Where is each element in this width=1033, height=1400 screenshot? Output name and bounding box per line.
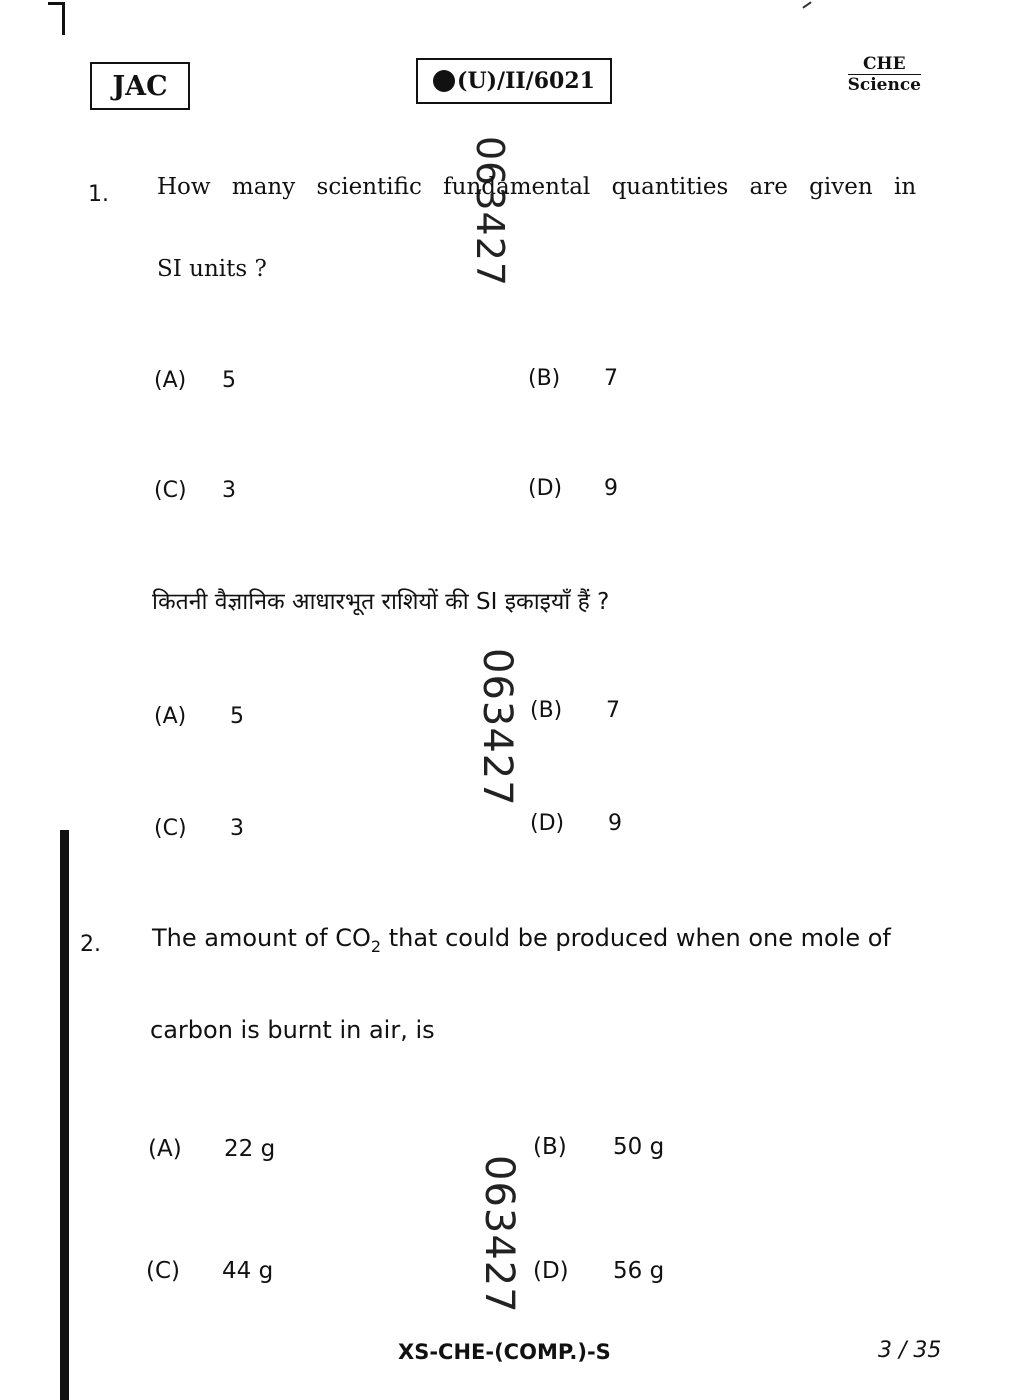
- question-text-line: [157, 174, 933, 200]
- corner-mark: [48, 2, 65, 35]
- option-d: (D) 56 g: [533, 1258, 665, 1284]
- page-number: 3 / 35: [878, 1338, 942, 1363]
- tick-mark: [802, 1, 811, 8]
- bullet-icon: [433, 70, 455, 92]
- paper-code-box: [416, 58, 612, 104]
- question-2-line-2: carbon is burnt in air, is: [150, 1016, 435, 1044]
- option-a: (A) 5: [154, 368, 236, 393]
- serial-number-stamp: 063427: [474, 648, 520, 807]
- question-1-line-2: SI units ?: [157, 256, 267, 282]
- option-c-hindi: (C) 3: [154, 816, 244, 841]
- question-2-line-1: The amount of $CO_2$ that could be produced when one mole of: [152, 924, 891, 956]
- option-d-hindi: (D) 9: [530, 811, 622, 836]
- option-b: (B) 7: [528, 366, 618, 391]
- question-1-hindi: कितनी वैज्ञानिक आधारभूत राशियों की SI इकाइयाँ हैं ?: [152, 589, 610, 615]
- serial-number-stamp: 063427: [468, 136, 512, 288]
- option-d: (D) 9: [528, 476, 618, 501]
- option-b-hindi: (B) 7: [530, 698, 620, 723]
- subject-label: [848, 54, 921, 95]
- question-number: 1.: [88, 182, 109, 207]
- board-label: JAC: [90, 62, 190, 110]
- option-a-hindi: (A) 5: [154, 704, 244, 729]
- option-c: (C) 44 g: [146, 1258, 274, 1284]
- paper-code: (U)/II/6021: [457, 68, 595, 94]
- footer-paper-code: XS-CHE-(COMP.)-S: [398, 1340, 611, 1364]
- margin-bar: [60, 830, 69, 1400]
- option-b: (B) 50 g: [533, 1134, 665, 1160]
- option-c: (C) 3: [154, 478, 236, 503]
- option-a: (A) 22 g: [148, 1136, 276, 1162]
- subject-code: CHE: [848, 54, 921, 75]
- question-1-line-1: How many scientific fundamental quantities are given in: [157, 174, 917, 200]
- question-number: 2.: [80, 932, 101, 957]
- serial-number-stamp: 063427: [476, 1155, 522, 1314]
- subject-name: Science: [847, 75, 921, 95]
